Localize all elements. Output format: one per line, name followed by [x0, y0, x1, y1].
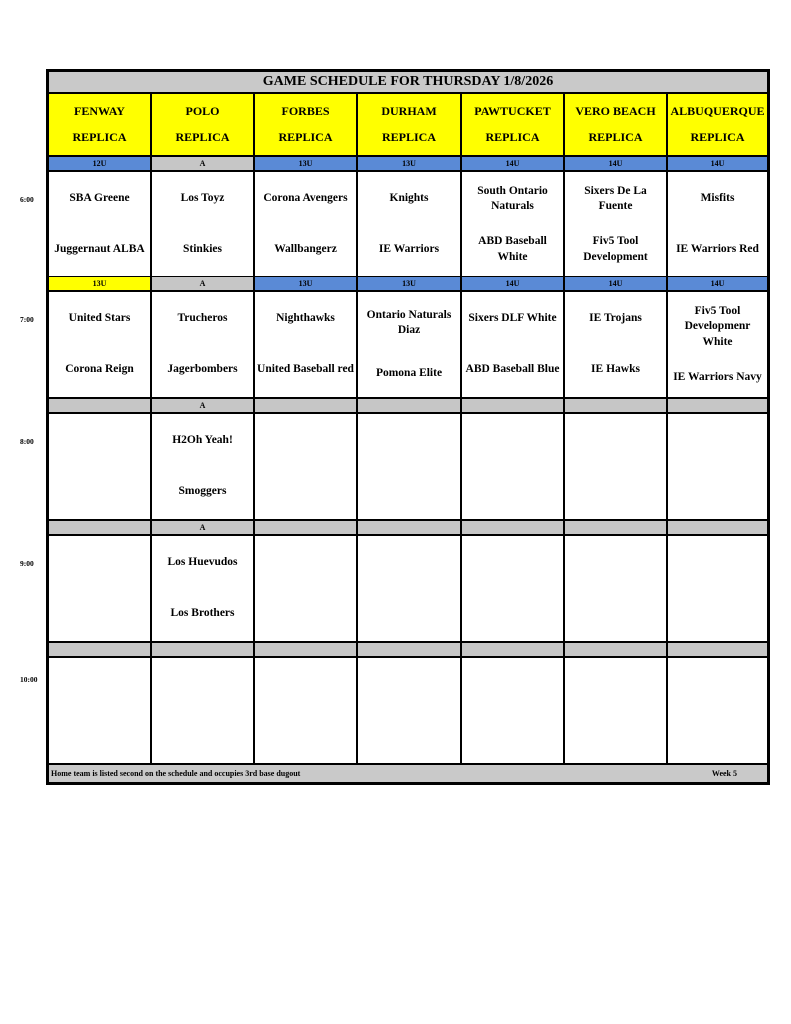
- game-cell: [461, 535, 564, 642]
- division-label: [48, 520, 151, 535]
- home-team: Wallbangerz: [274, 242, 337, 255]
- away-team: Corona Avengers: [263, 192, 348, 205]
- game-cell: [564, 535, 667, 642]
- division-label: [254, 520, 357, 535]
- division-label: [254, 642, 357, 657]
- away-team: H2Oh Yeah!: [172, 434, 233, 447]
- division-label: 14U: [461, 276, 564, 291]
- home-team: Los Brothers: [170, 606, 235, 619]
- division-label: 14U: [564, 156, 667, 171]
- away-team: Sixers De La Fuente: [584, 184, 647, 213]
- division-label: [461, 398, 564, 413]
- home-team: IE Warriors: [378, 242, 440, 255]
- time-label: 9:00: [20, 559, 34, 568]
- division-label: 13U: [254, 276, 357, 291]
- field-name: FORBES: [281, 103, 330, 118]
- home-team: Smoggers: [178, 484, 227, 497]
- field-header: [564, 93, 667, 156]
- field-label: REPLICA: [72, 130, 127, 145]
- schedule-title: GAME SCHEDULE FOR THURSDAY 1/8/2026: [48, 71, 768, 93]
- division-label: [564, 398, 667, 413]
- game-cell: [254, 413, 357, 520]
- away-team: Knights: [389, 192, 429, 205]
- game-cell: [564, 657, 667, 764]
- field-label: REPLICA: [381, 130, 436, 145]
- game-cell: [461, 291, 564, 398]
- field-header: [357, 93, 461, 156]
- division-label: A: [151, 398, 254, 413]
- game-cell: [564, 171, 667, 278]
- field-header: [151, 93, 254, 156]
- field-header: [461, 93, 564, 156]
- game-cell: [48, 171, 151, 278]
- away-team: Nighthawks: [276, 312, 335, 325]
- game-cell: [254, 291, 357, 398]
- away-team: Sixers DLF White: [468, 312, 557, 325]
- field-label: REPLICA: [485, 130, 540, 145]
- field-name: VERO BEACH: [575, 103, 656, 118]
- game-cell: [48, 535, 151, 642]
- time-label: 6:00: [20, 195, 34, 204]
- game-cell: [667, 171, 768, 278]
- game-cell: [48, 413, 151, 520]
- home-team: Juggernaut ALBA: [54, 242, 145, 255]
- division-label: [667, 642, 768, 657]
- division-label: [151, 642, 254, 657]
- field-header: [254, 93, 357, 156]
- away-team: Fiv5 Tool Developmenr White: [684, 304, 751, 348]
- away-team: SBA Greene: [69, 192, 130, 205]
- game-cell: [357, 171, 461, 278]
- game-cell: [48, 657, 151, 764]
- footer-note: Home team is listed second on the schedule and occupies 3rd base dugout: [51, 769, 301, 778]
- game-cell: [357, 291, 461, 398]
- game-cell: [254, 535, 357, 642]
- game-cell: [564, 291, 667, 398]
- week-label: Week 5: [711, 769, 737, 778]
- schedule-table: [46, 69, 770, 785]
- division-label: 14U: [461, 156, 564, 171]
- game-cell: [667, 657, 768, 764]
- field-name: FENWAY: [74, 103, 125, 118]
- field-label: REPLICA: [278, 130, 333, 145]
- division-label: [254, 398, 357, 413]
- field-name: ALBUQUERQUE: [670, 103, 765, 118]
- game-cell: [48, 291, 151, 398]
- home-team: United Baseball red: [257, 362, 354, 375]
- home-team: ABD Baseball Blue: [465, 362, 560, 375]
- field-header: [667, 93, 768, 156]
- away-team: Los Toyz: [180, 192, 225, 205]
- division-label: 13U: [48, 276, 151, 291]
- away-team: Trucheros: [177, 312, 228, 325]
- division-label: [357, 398, 461, 413]
- game-cell: [254, 657, 357, 764]
- division-label: [564, 642, 667, 657]
- game-cell: [667, 291, 768, 398]
- game-cell: [461, 657, 564, 764]
- division-label: [461, 520, 564, 535]
- division-label: [357, 520, 461, 535]
- division-label: A: [151, 520, 254, 535]
- home-team: Stinkies: [183, 242, 222, 255]
- division-label: 14U: [667, 156, 768, 171]
- away-team: Ontario Naturals Diaz: [366, 308, 452, 337]
- division-label: 13U: [357, 276, 461, 291]
- field-label: REPLICA: [690, 130, 745, 145]
- field-header: [48, 93, 151, 156]
- division-label: 13U: [254, 156, 357, 171]
- division-label: [48, 398, 151, 413]
- footer-bar: [48, 764, 768, 783]
- home-team: IE Hawks: [591, 362, 640, 375]
- game-cell: [564, 413, 667, 520]
- game-cell: [357, 413, 461, 520]
- game-cell: [357, 535, 461, 642]
- division-label: [667, 398, 768, 413]
- division-label: A: [151, 156, 254, 171]
- time-label: 8:00: [20, 437, 34, 446]
- away-team: Misfits: [700, 192, 735, 205]
- away-team: IE Trojans: [589, 312, 642, 325]
- away-team: Los Huevudos: [167, 556, 238, 569]
- division-label: [564, 520, 667, 535]
- home-team: Fiv5 Tool Development: [583, 235, 648, 263]
- field-label: REPLICA: [175, 130, 230, 145]
- game-cell: [151, 413, 254, 520]
- game-cell: [667, 413, 768, 520]
- time-label: 7:00: [20, 315, 34, 324]
- division-label: 14U: [667, 276, 768, 291]
- game-cell: [254, 171, 357, 278]
- home-team: Jagerbombers: [167, 362, 238, 375]
- field-name: PAWTUCKET: [474, 103, 551, 118]
- away-team: United Stars: [68, 312, 131, 325]
- home-team: Pomona Elite: [375, 366, 443, 379]
- division-label: [357, 642, 461, 657]
- division-label: A: [151, 276, 254, 291]
- time-label: 10:00: [20, 675, 38, 684]
- division-label: [48, 642, 151, 657]
- home-team: Corona Reign: [65, 362, 134, 375]
- home-team: IE Warriors Navy: [673, 370, 762, 383]
- division-label: [461, 642, 564, 657]
- home-team: ABD Baseball White: [478, 235, 547, 263]
- game-cell: [667, 535, 768, 642]
- field-name: DURHAM: [381, 103, 437, 118]
- division-label: 14U: [564, 276, 667, 291]
- away-team: South Ontario Naturals: [477, 184, 548, 213]
- field-label: REPLICA: [588, 130, 643, 145]
- game-cell: [151, 657, 254, 764]
- game-cell: [461, 413, 564, 520]
- division-label: 12U: [48, 156, 151, 171]
- game-cell: [151, 291, 254, 398]
- home-team: IE Warriors Red: [676, 242, 759, 255]
- game-cell: [357, 657, 461, 764]
- division-label: 13U: [357, 156, 461, 171]
- field-name: POLO: [185, 103, 220, 118]
- game-cell: [461, 171, 564, 278]
- division-label: [667, 520, 768, 535]
- game-cell: [151, 171, 254, 278]
- game-cell: [151, 535, 254, 642]
